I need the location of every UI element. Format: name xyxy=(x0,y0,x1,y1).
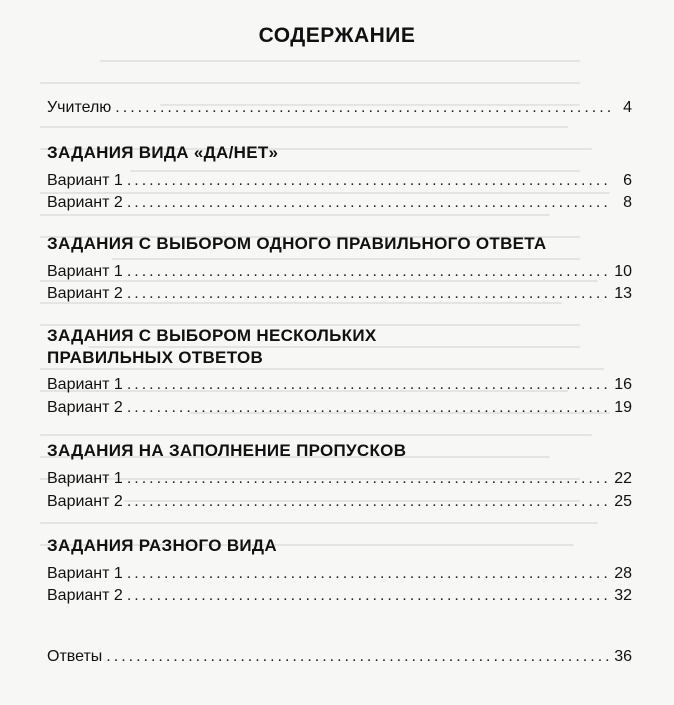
toc-entry-variant-1 xyxy=(47,262,632,282)
toc-entry-page: 6 xyxy=(623,172,632,189)
toc-entry-page: 19 xyxy=(614,399,632,416)
dot-leader xyxy=(106,647,610,667)
dot-leader xyxy=(127,492,610,512)
toc-entry-page: 8 xyxy=(623,194,632,211)
toc-entry-page: 28 xyxy=(614,565,632,582)
toc-entry-label: Вариант 1 xyxy=(47,172,123,189)
section-heading-yes-no: ЗАДАНИЯ ВИДА «ДА/НЕТ» xyxy=(47,143,279,162)
section-heading-mixed: ЗАДАНИЯ РАЗНОГО ВИДА xyxy=(47,536,277,555)
dot-leader xyxy=(127,398,610,418)
toc-entry-label: Вариант 1 xyxy=(47,470,123,487)
toc-entry-page: 25 xyxy=(614,493,632,510)
dot-leader xyxy=(115,98,610,118)
toc-entry-label: Вариант 1 xyxy=(47,376,123,393)
toc-entry-page: 32 xyxy=(614,587,632,604)
dot-leader xyxy=(127,284,610,304)
dot-leader xyxy=(127,262,610,282)
dot-leader xyxy=(127,171,610,191)
toc-entry-teacher xyxy=(47,98,632,118)
toc-entry-variant-1 xyxy=(47,564,632,584)
dot-leader xyxy=(127,564,610,584)
toc-entry-page: 13 xyxy=(614,285,632,302)
section-heading-fill-gaps: ЗАДАНИЯ НА ЗАПОЛНЕНИЕ ПРОПУСКОВ xyxy=(47,441,407,460)
section-heading-single-choice: ЗАДАНИЯ С ВЫБОРОМ ОДНОГО ПРАВИЛЬНОГО ОТВЕТА xyxy=(47,234,547,253)
toc-entry-page: 16 xyxy=(614,376,632,393)
toc-entry-variant-2 xyxy=(47,193,632,213)
dot-leader xyxy=(127,193,610,213)
toc-entry-label: Вариант 2 xyxy=(47,194,123,211)
toc-entry-page: 36 xyxy=(614,648,632,665)
toc-entry-label: Вариант 2 xyxy=(47,493,123,510)
toc-entry-page: 22 xyxy=(614,470,632,487)
toc-entry-answers xyxy=(47,647,632,667)
section-heading-multiple-choice xyxy=(47,325,607,369)
toc-entry-variant-1 xyxy=(47,375,632,395)
toc-entry-label: Учителю xyxy=(47,99,112,116)
toc-entry-label: Вариант 2 xyxy=(47,587,123,604)
toc-entry-variant-1 xyxy=(47,171,632,191)
toc-entry-page: 10 xyxy=(614,263,632,280)
dot-leader xyxy=(127,375,610,395)
toc-entry-label: Вариант 2 xyxy=(47,285,123,302)
toc-entry-label: Вариант 1 xyxy=(47,263,123,280)
section-heading-line-1: ЗАДАНИЯ С ВЫБОРОМ НЕСКОЛЬКИХ xyxy=(47,326,377,345)
page-title: СОДЕРЖАНИЕ xyxy=(258,24,416,47)
toc-entry-variant-2 xyxy=(47,586,632,606)
toc-entry-variant-2 xyxy=(47,398,632,418)
toc-entry-variant-2 xyxy=(47,492,632,512)
toc-entry-label: Вариант 2 xyxy=(47,399,123,416)
dot-leader xyxy=(127,469,610,489)
toc-entry-label: Вариант 1 xyxy=(47,565,123,582)
toc-entry-page: 4 xyxy=(623,99,632,116)
dot-leader xyxy=(127,586,610,606)
toc-entry-variant-2 xyxy=(47,284,632,304)
toc-entry-variant-1 xyxy=(47,469,632,489)
toc-entry-label: Ответы xyxy=(47,648,103,665)
section-heading-line-2: ПРАВИЛЬНЫХ ОТВЕТОВ xyxy=(47,348,264,367)
